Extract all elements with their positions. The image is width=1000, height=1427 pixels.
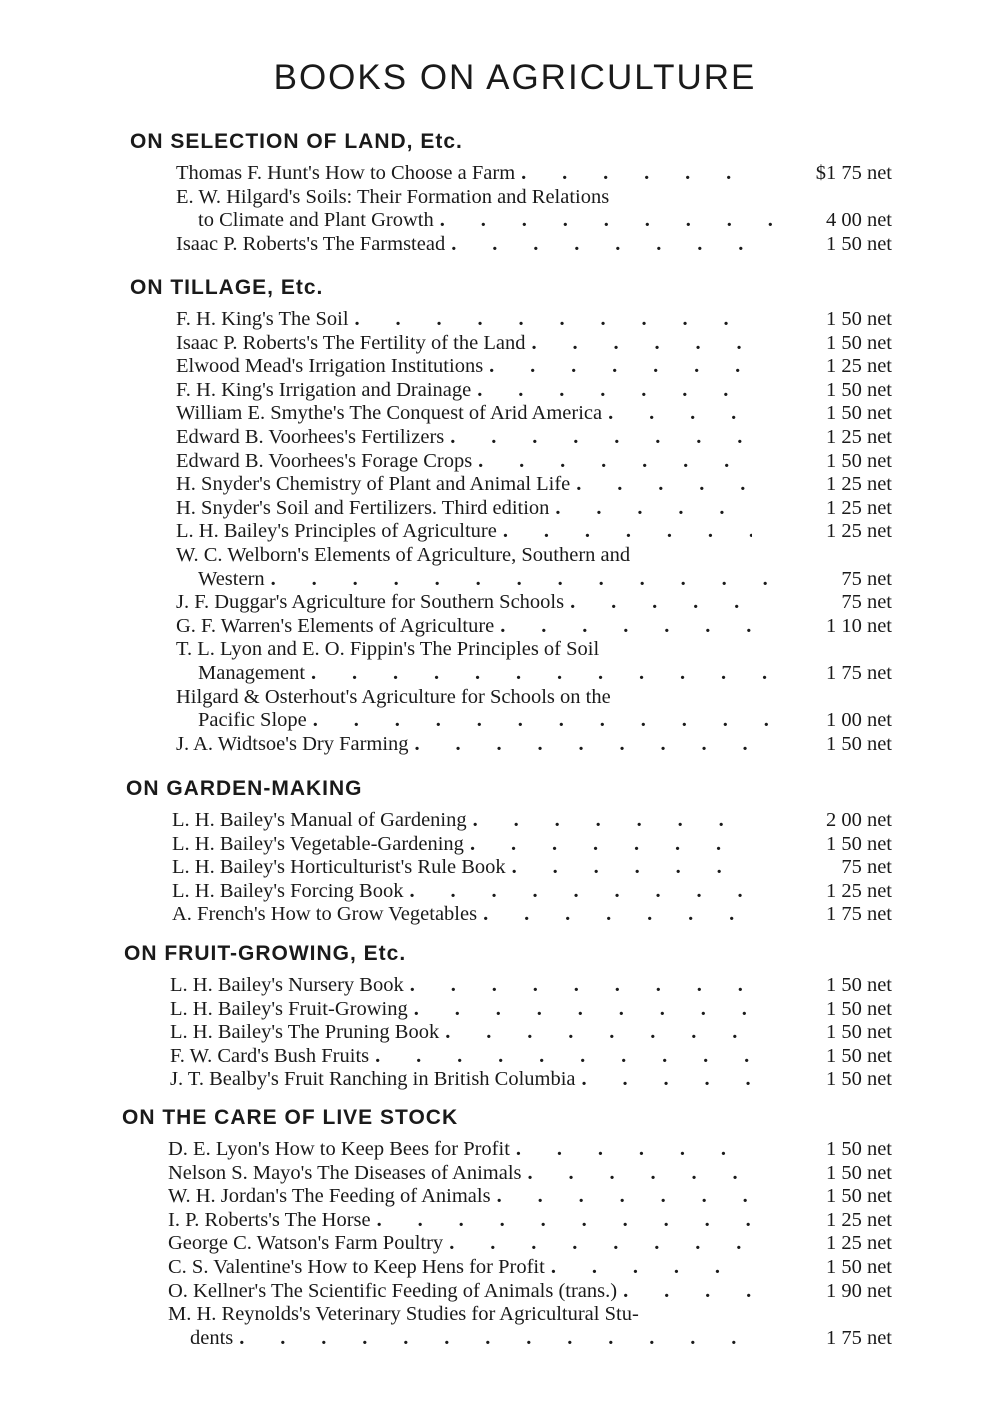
dot-leader: [549, 497, 752, 521]
book-price: 1 25 net: [825, 473, 892, 496]
book-price: 1 50 net: [825, 232, 892, 255]
book-price: 1 75 net: [825, 1326, 892, 1349]
dot-leader: [506, 856, 752, 880]
book-entry: [170, 998, 892, 1022]
book-entry: [170, 1045, 892, 1069]
dot-leader: [515, 162, 752, 186]
book-title: L. H. Bailey's Vegetable-Gardening: [172, 832, 464, 855]
book-entry: [168, 1280, 892, 1304]
book-title: L. H. Bailey's Nursery Book: [170, 974, 404, 996]
dot-leader: [617, 1280, 752, 1304]
book-price: 1 50 net: [825, 1138, 892, 1160]
book-entry: [176, 686, 892, 733]
book-entry: [176, 379, 892, 403]
book-entry: [172, 880, 892, 904]
book-title: H. Snyder's Soil and Fertilizers. Third edition: [176, 496, 550, 519]
book-title: W. H. Jordan's The Feeding of Animals: [168, 1185, 491, 1208]
dot-leader: [408, 998, 752, 1022]
book-price: 1 50 net: [825, 997, 892, 1020]
book-title: Edward B. Voorhees's Forage Crops: [176, 449, 473, 472]
book-price: 1 00 net: [825, 709, 892, 732]
book-price: 1 50 net: [825, 331, 892, 354]
book-entry: [168, 1256, 892, 1280]
book-entry: [168, 1209, 892, 1233]
section: [0, 274, 1000, 756]
book-title: L. H. Bailey's Principles of Agriculture: [176, 520, 497, 543]
book-entry: [176, 544, 892, 591]
book-price: 1 10 net: [825, 614, 892, 637]
book-entry: [176, 162, 892, 186]
book-entry: [170, 974, 892, 998]
book-entry: [168, 1303, 892, 1350]
book-title-continuation: Western: [198, 567, 265, 590]
book-title: L. H. Bailey's The Pruning Book: [170, 1021, 440, 1044]
book-title: J. A. Widtsoe's Dry Farming: [176, 732, 409, 755]
book-entry: [176, 615, 892, 639]
dot-leader: [483, 355, 752, 379]
dot-leader: [369, 1045, 752, 1069]
book-title-continuation: Pacific Slope: [198, 709, 307, 732]
book-list: [176, 308, 892, 756]
book-title-continuation: to Climate and Plant Growth: [198, 209, 434, 232]
dot-leader: [403, 880, 752, 904]
book-price: 75 net: [841, 591, 892, 614]
section: [0, 128, 1000, 256]
book-title: Nelson S. Mayo's The Diseases of Animals: [168, 1161, 522, 1184]
book-price: 1 90 net: [825, 1279, 892, 1302]
book-price: 75 net: [841, 856, 892, 879]
book-title: T. L. Lyon and E. O. Fippin's The Principles of Soil: [176, 638, 600, 661]
book-title: Hilgard & Osterhout's Agriculture for Schools on the: [176, 685, 611, 708]
book-title: A. French's How to Grow Vegetables: [172, 903, 478, 926]
dot-leader: [307, 709, 774, 733]
dot-leader: [494, 615, 752, 639]
book-entry: [172, 903, 892, 927]
book-price: 1 50 net: [825, 1068, 892, 1091]
book-entry: [176, 233, 892, 257]
book-price: 1 25 net: [825, 355, 892, 378]
book-price: 1 25 net: [825, 496, 892, 519]
section: [0, 1104, 1000, 1350]
book-price: 1 50 net: [825, 732, 892, 755]
book-price: 1 25 net: [825, 879, 892, 902]
section: [0, 940, 1000, 1092]
dot-leader: [409, 733, 752, 757]
book-title: J. F. Duggar's Agriculture for Southern Schools: [176, 591, 565, 614]
book-price: 1 50 net: [825, 1185, 892, 1208]
book-price: 1 50 net: [825, 1044, 892, 1067]
book-entry: [172, 833, 892, 857]
book-title: F. H. King's Irrigation and Drainage: [176, 378, 472, 401]
book-title: L. H. Bailey's Manual of Gardening: [172, 809, 467, 831]
dot-leader: [602, 402, 752, 426]
book-entry: [176, 733, 892, 757]
dot-leader: [564, 591, 752, 615]
book-price: $1 75 net: [815, 162, 892, 184]
book-price: 1 25 net: [825, 1232, 892, 1255]
book-entry: [176, 426, 892, 450]
book-title: Isaac P. Roberts's The Farmstead: [176, 232, 446, 255]
book-price: 1 50 net: [825, 974, 892, 996]
book-entry: [170, 1021, 892, 1045]
book-title: J. T. Bealby's Fruit Ranching in British Columbia: [170, 1068, 576, 1091]
book-price: 1 50 net: [825, 1255, 892, 1278]
book-price: 75 net: [841, 567, 892, 590]
book-entry: [168, 1185, 892, 1209]
book-entry: [176, 402, 892, 426]
book-entry: [176, 638, 892, 685]
dot-leader: [545, 1256, 752, 1280]
book-price: 2 00 net: [825, 809, 892, 831]
book-price: 1 50 net: [825, 832, 892, 855]
book-entry: [168, 1232, 892, 1256]
book-price: 1 50 net: [825, 1021, 892, 1044]
section: [0, 775, 1000, 927]
book-price: 1 50 net: [825, 402, 892, 425]
book-title: Thomas F. Hunt's How to Choose a Farm: [176, 162, 516, 184]
book-entry: [176, 355, 892, 379]
book-title: M. H. Reynolds's Veterinary Studies for Agricultural Stu-: [168, 1303, 639, 1326]
dot-leader: [472, 450, 752, 474]
book-title: Isaac P. Roberts's The Fertility of the Land: [176, 331, 526, 354]
section-heading: ON THE CARE OF LIVE STOCK: [122, 1106, 459, 1129]
dot-leader: [434, 209, 774, 233]
dot-leader: [445, 233, 752, 257]
book-title-continuation: dents: [190, 1326, 234, 1349]
book-entry: [176, 520, 892, 544]
dot-leader: [265, 568, 774, 592]
book-title: Edward B. Voorhees's Fertilizers: [176, 425, 445, 448]
book-price: 1 75 net: [825, 903, 892, 926]
dot-leader: [444, 426, 752, 450]
dot-leader: [233, 1327, 774, 1351]
dot-leader: [522, 1162, 753, 1186]
book-price: 1 25 net: [825, 425, 892, 448]
book-title-continuation: Management: [198, 661, 306, 684]
book-title: C. S. Valentine's How to Keep Hens for Profit: [168, 1255, 545, 1278]
page-title: BOOKS ON AGRICULTURE: [273, 58, 757, 97]
book-price: 1 50 net: [825, 378, 892, 401]
section-heading: ON TILLAGE, Etc.: [130, 276, 324, 299]
dot-leader: [576, 1068, 752, 1092]
book-list: [170, 974, 892, 1092]
book-entry: [170, 1068, 892, 1092]
book-entry: [176, 473, 892, 497]
book-title: L. H. Bailey's Horticulturist's Rule Book: [172, 856, 506, 879]
book-entry: [176, 332, 892, 356]
dot-leader: [371, 1209, 752, 1233]
book-price: 1 25 net: [825, 1208, 892, 1231]
book-title: William E. Smythe's The Conquest of Arid America: [176, 402, 603, 425]
book-title: O. Kellner's The Scientific Feeding of Animals (trans.): [168, 1279, 618, 1302]
dot-leader: [510, 1138, 752, 1162]
book-title: George C. Watson's Farm Poultry: [168, 1232, 444, 1255]
book-entry: [168, 1138, 892, 1162]
book-entry: [168, 1162, 892, 1186]
dot-leader: [404, 974, 752, 998]
book-title: F. W. Card's Bush Fruits: [170, 1044, 370, 1067]
book-entry: [176, 591, 892, 615]
section-heading: ON GARDEN-MAKING: [126, 777, 363, 800]
book-price: 4 00 net: [825, 209, 892, 232]
dot-leader: [464, 833, 752, 857]
book-title: I. P. Roberts's The Horse: [168, 1208, 371, 1231]
dot-leader: [443, 1232, 752, 1256]
book-entry: [172, 856, 892, 880]
dot-leader: [525, 332, 752, 356]
book-price: 1 75 net: [825, 661, 892, 684]
book-title: E. W. Hilgard's Soils: Their Formation and Relations: [176, 185, 610, 208]
book-title: F. H. King's The Soil: [176, 308, 349, 330]
dot-leader: [439, 1021, 752, 1045]
dot-leader: [491, 1185, 752, 1209]
book-list: [176, 162, 892, 256]
dot-leader: [471, 379, 752, 403]
section-heading: ON SELECTION OF LAND, Etc.: [130, 130, 463, 153]
book-title: G. F. Warren's Elements of Agriculture: [176, 614, 495, 637]
book-entry: [176, 186, 892, 233]
dot-leader: [477, 903, 752, 927]
book-entry: [172, 809, 892, 833]
book-entry: [176, 308, 892, 332]
book-entry: [176, 450, 892, 474]
dot-leader: [305, 662, 774, 686]
dot-leader: [570, 473, 752, 497]
book-title: L. H. Bailey's Fruit-Growing: [170, 997, 408, 1020]
book-price: 1 25 net: [825, 520, 892, 543]
dot-leader: [467, 809, 752, 833]
book-title: W. C. Welborn's Elements of Agriculture, Southern and: [176, 543, 631, 566]
book-entry: [176, 497, 892, 521]
book-list: [172, 809, 892, 927]
book-list: [168, 1138, 892, 1350]
book-title: L. H. Bailey's Forcing Book: [172, 879, 404, 902]
book-price: 1 50 net: [825, 1161, 892, 1184]
dot-leader: [349, 308, 752, 332]
book-price: 1 50 net: [825, 308, 892, 330]
book-title: D. E. Lyon's How to Keep Bees for Profit: [168, 1138, 510, 1160]
book-price: 1 50 net: [825, 449, 892, 472]
dot-leader: [497, 520, 752, 544]
book-title: Elwood Mead's Irrigation Institutions: [176, 355, 484, 378]
section-heading: ON FRUIT-GROWING, Etc.: [124, 942, 407, 965]
book-title: H. Snyder's Chemistry of Plant and Animal Life: [176, 473, 571, 496]
